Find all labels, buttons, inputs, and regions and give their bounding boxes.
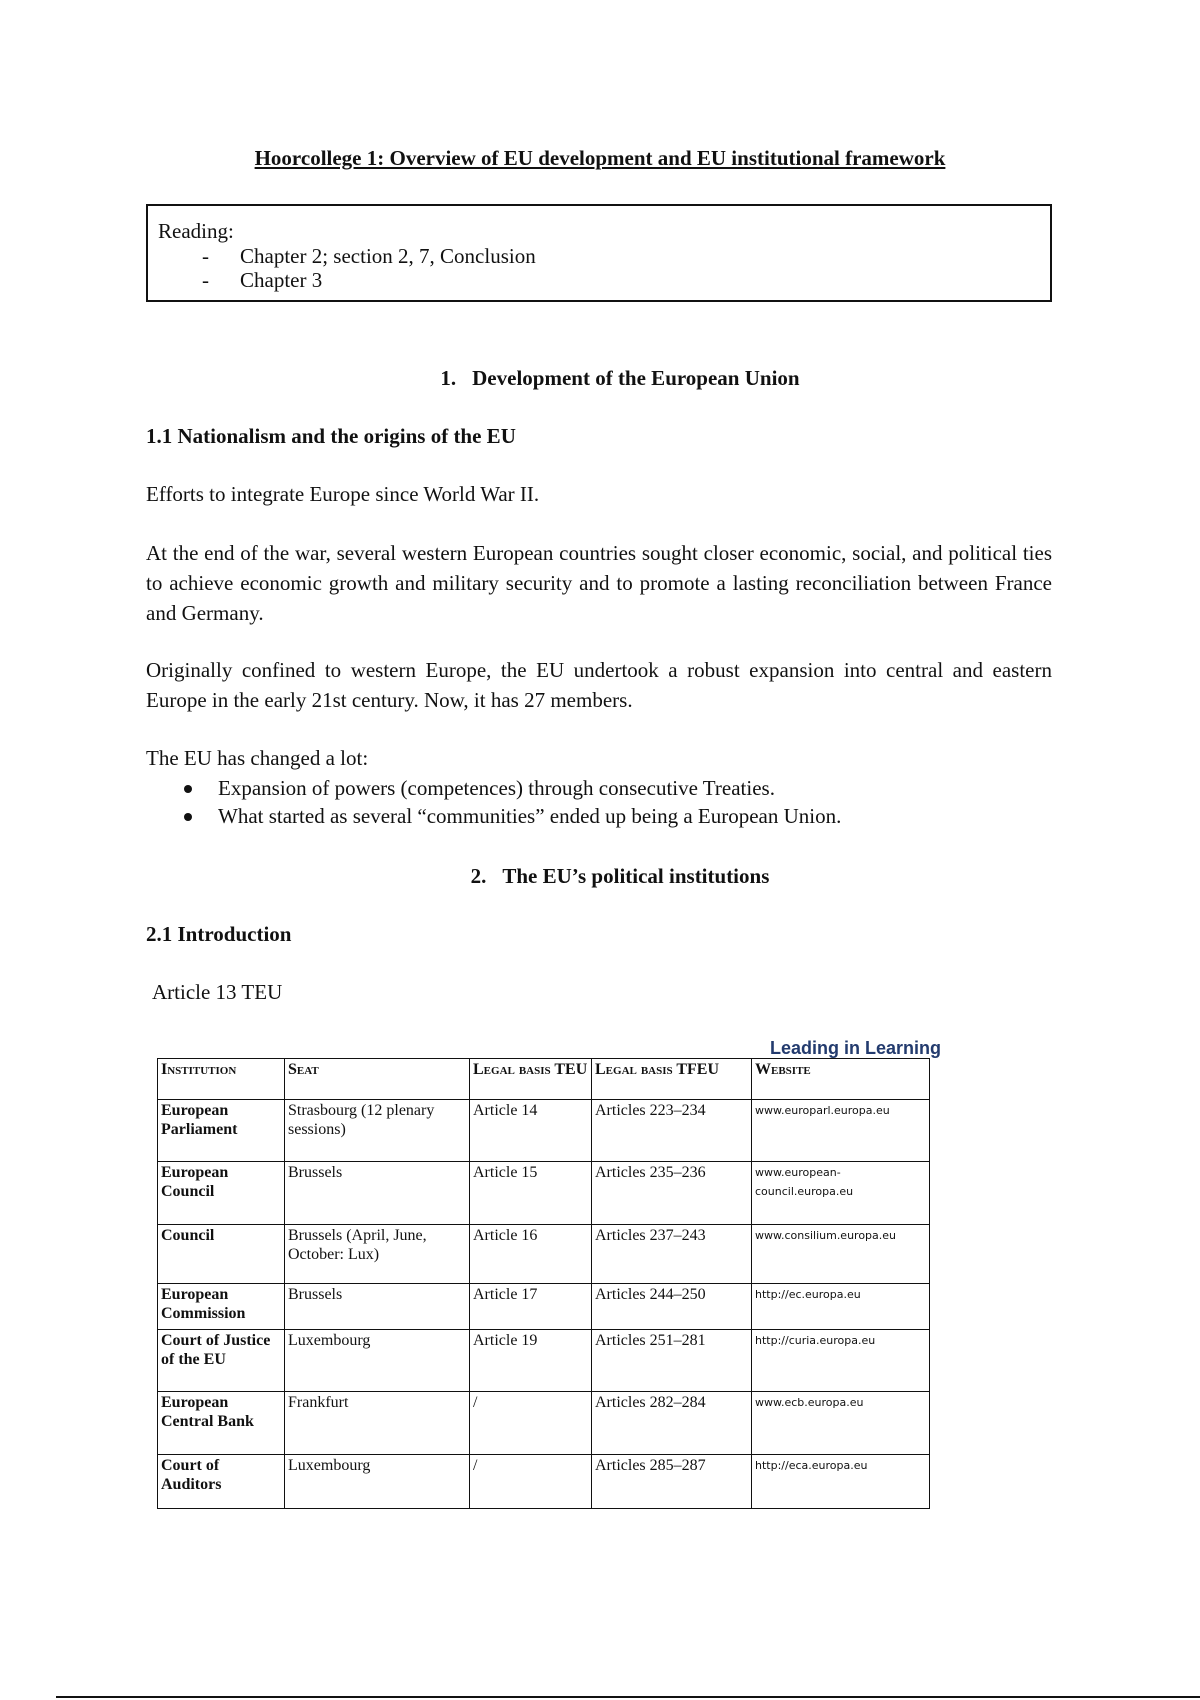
page-bottom-rule xyxy=(56,1696,1200,1698)
teu-cell: / xyxy=(470,1455,592,1509)
document-title: Hoorcollege 1: Overview of EU development and EU institutional framework xyxy=(254,146,946,170)
table-row xyxy=(158,1392,930,1455)
teu-cell: Article 14 xyxy=(470,1100,592,1162)
tfeu-cell: Articles 285–287 xyxy=(592,1455,752,1509)
reading-item: - Chapter 2; section 2, 7, Conclusion xyxy=(158,244,1040,268)
subsection-2-1-heading: 2.1 Introduction xyxy=(146,922,292,946)
tfeu-cell: Articles 251–281 xyxy=(592,1330,752,1392)
institution-cell: European Central Bank xyxy=(158,1392,285,1455)
teu-cell: Article 17 xyxy=(470,1284,592,1330)
institution-cell: Court of Auditors xyxy=(158,1455,285,1509)
institution-cell: European Commission xyxy=(158,1284,285,1330)
logo-text: Leading in Learning xyxy=(770,1038,942,1058)
section-number: 2. xyxy=(470,864,487,888)
bullet-item: Expansion of powers (competences) through consecutive Treaties. xyxy=(146,774,841,802)
website-cell: http://eca.europa.eu xyxy=(752,1455,930,1509)
institution-cell: European Council xyxy=(158,1162,285,1225)
reading-list xyxy=(158,244,1040,292)
website-cell: www.ecb.europa.eu xyxy=(752,1392,930,1455)
teu-cell: Article 19 xyxy=(470,1330,592,1392)
website-cell: http://curia.europa.eu xyxy=(752,1330,930,1392)
paragraph: Article 13 TEU xyxy=(152,980,283,1004)
seat-cell: Frankfurt xyxy=(285,1392,470,1455)
column-header: Website xyxy=(752,1059,930,1100)
paragraph: Originally confined to western Europe, the EU undertook a robust expansion into central and eastern Europe in the early 21st century. Now, it has 27 members. xyxy=(146,658,1052,712)
website-cell: www.europarl.europa.eu xyxy=(752,1100,930,1162)
tfeu-cell: Articles 282–284 xyxy=(592,1392,752,1455)
paragraph: At the end of the war, several western European countries sought closer economic, social, and political ties to achieve economic growth and military security and to promote a lasting reconciliation between France and Germany. xyxy=(146,541,1052,625)
reading-item: - Chapter 3 xyxy=(158,268,1040,292)
institution-cell: Council xyxy=(158,1225,285,1284)
bullet-list xyxy=(146,774,841,830)
teu-cell: Article 16 xyxy=(470,1225,592,1284)
section-title: The EU’s political institutions xyxy=(502,864,770,888)
seat-cell: Luxembourg xyxy=(285,1330,470,1392)
institution-cell: Court of Justice of the EU xyxy=(158,1330,285,1392)
table-header-row xyxy=(158,1059,930,1100)
section-title: Development of the European Union xyxy=(472,366,800,390)
column-header: Legal basis TEU xyxy=(470,1059,592,1100)
institution-cell: European Parliament xyxy=(158,1100,285,1162)
tfeu-cell: Articles 235–236 xyxy=(592,1162,752,1225)
reading-box xyxy=(146,204,1052,302)
column-header: Legal basis TFEU xyxy=(592,1059,752,1100)
seat-cell: Brussels xyxy=(285,1284,470,1330)
table-row xyxy=(158,1330,930,1392)
section-number: 1. xyxy=(440,366,457,390)
table-row xyxy=(158,1100,930,1162)
subsection-1-1-heading: 1.1 Nationalism and the origins of the EU xyxy=(146,424,516,448)
reading-label: Reading: xyxy=(158,219,234,243)
seat-cell: Luxembourg xyxy=(285,1455,470,1509)
table-row xyxy=(158,1225,930,1284)
column-header: Institution xyxy=(158,1059,285,1100)
section-1-heading xyxy=(0,366,1200,391)
seat-cell: Strasbourg (12 plenary sessions) xyxy=(285,1100,470,1162)
tfeu-cell: Articles 223–234 xyxy=(592,1100,752,1162)
column-header: Seat xyxy=(285,1059,470,1100)
website-cell: www.consilium.europa.eu xyxy=(752,1225,930,1284)
seat-cell: Brussels xyxy=(285,1162,470,1225)
website-cell: www.european-council.europa.eu xyxy=(752,1162,930,1225)
table-row xyxy=(158,1284,930,1330)
seat-cell: Brussels (April, June, October: Lux) xyxy=(285,1225,470,1284)
website-cell: http://ec.europa.eu xyxy=(752,1284,930,1330)
table-row xyxy=(158,1455,930,1509)
table-row xyxy=(158,1162,930,1225)
section-2-heading xyxy=(0,864,1200,889)
paragraph: Efforts to integrate Europe since World War II. xyxy=(146,482,540,506)
institutions-table xyxy=(157,1058,930,1509)
bullet-item: What started as several “communities” ended up being a European Union. xyxy=(146,802,841,830)
teu-cell: Article 15 xyxy=(470,1162,592,1225)
paragraph: The EU has changed a lot: xyxy=(146,746,369,770)
tfeu-cell: Articles 237–243 xyxy=(592,1225,752,1284)
teu-cell: / xyxy=(470,1392,592,1455)
tfeu-cell: Articles 244–250 xyxy=(592,1284,752,1330)
